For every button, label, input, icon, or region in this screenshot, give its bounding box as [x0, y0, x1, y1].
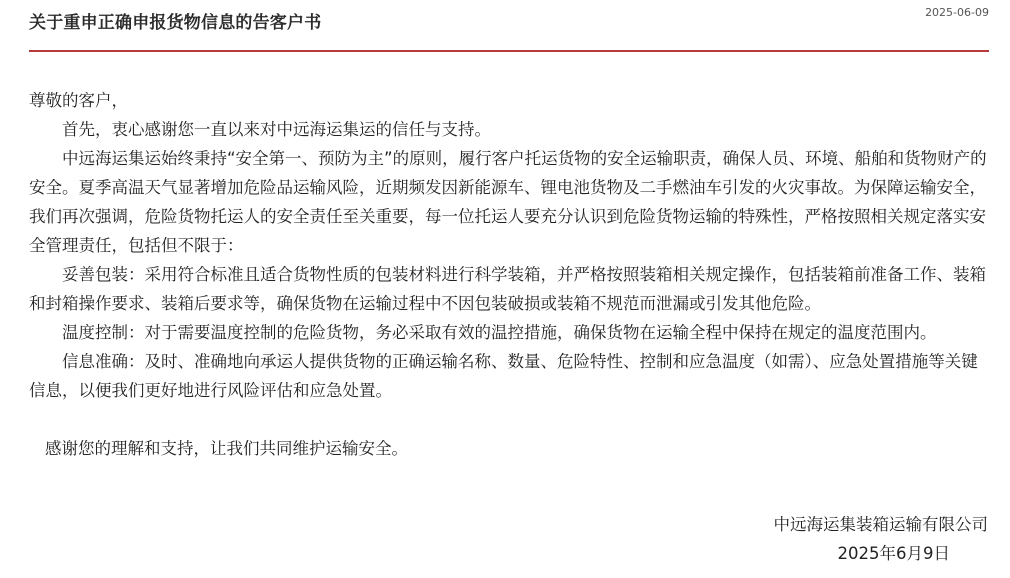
publish-date: 2025-06-09 [925, 6, 989, 19]
signature-block [774, 510, 989, 568]
paragraph-temperature: 温度控制：对于需要温度控制的危险货物，务必采取有效的温控措施，确保货物在运输全程中保持在规定的温度范围内。 [62, 323, 937, 342]
notice-header [29, 0, 989, 52]
signature-date: 2025年6月9日 [837, 544, 950, 563]
paragraph-information: 信息准确：及时、准确地向承运人提供货物的正确运输名称、数量、危险特性、控制和应急温度（如需）、应急处置措施等关键信息，以便我们更好地进行风险评估和应急处置。 [29, 352, 978, 400]
signature-company: 中远海运集装箱运输有限公司 [773, 515, 988, 534]
notice-title: 关于重申正确申报货物信息的告客户书 [29, 13, 322, 33]
letter-body [29, 86, 991, 463]
closing-line: 感谢您的理解和支持，让我们共同维护运输安全。 [45, 439, 408, 458]
paragraph-packaging: 妥善包装：采用符合标准且适合货物性质的包装材料进行科学装箱，并严格按照装箱相关规定操作，包括装箱前准备工作、装箱和封箱操作要求、装箱后要求等，确保货物在运输过程中不因包装破损或装箱不规范而泄漏或引发其他危险。 [29, 265, 986, 313]
header-divider [29, 50, 989, 52]
salutation: 尊敬的客户， [29, 91, 128, 110]
paragraph-principle: 中远海运集运始终秉持“安全第一、预防为主”的原则，履行客户托运货物的安全运输职责，确保人员、环境、船舶和货物财产的安全。夏季高温天气显著增加危险品运输风险，近期频发因新能源车、锂电池货物及二手燃油车引发的火灾事故。为保障运输安全，我们再次强调，危险货物托运人的安全责任至关重要，每一位托运人要充分认识到危险货物运输的特殊性，严格按照相关规定落实安全管理责任，包括但不限于： [29, 149, 987, 255]
paragraph-thanks: 首先，衷心感谢您一直以来对中远海运集运的信任与支持。 [62, 120, 491, 139]
